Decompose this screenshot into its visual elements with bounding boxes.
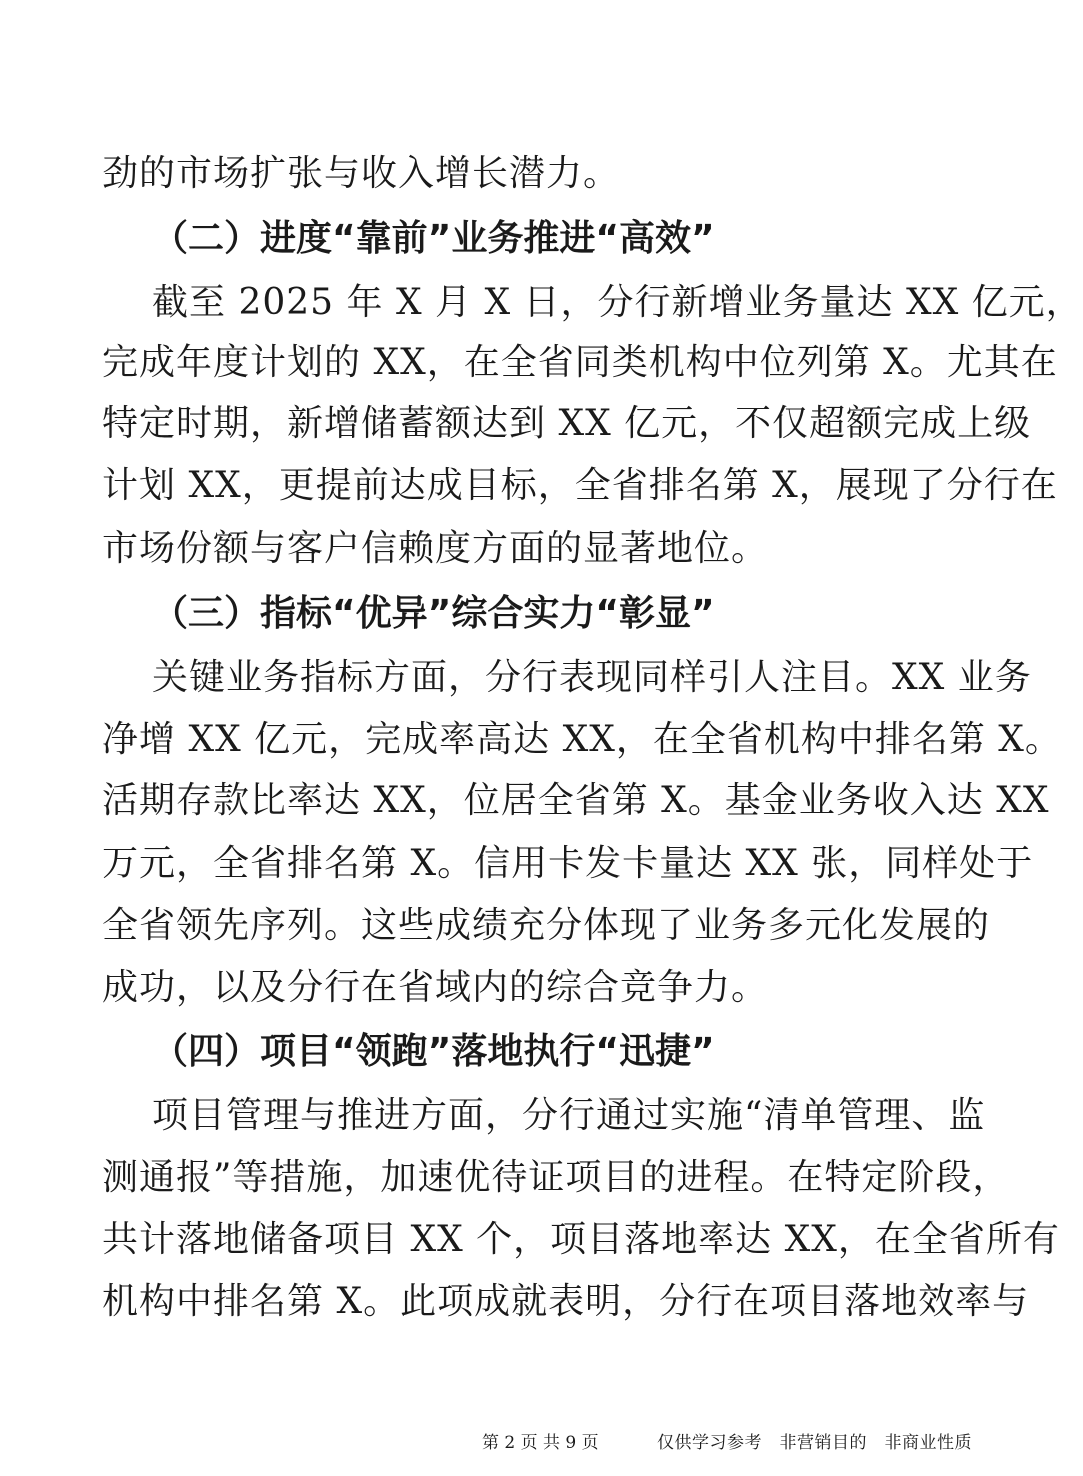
paragraph-line: 计划 XX，更提前达成目标，全省排名第 X，展现了分行在 [102, 465, 1058, 506]
paragraph-line: 截至 2025 年 X 月 X 日，分行新增业务量达 XX 亿元， [152, 282, 1083, 323]
paragraph-line: 关键业务指标方面，分行表现同样引人注目。XX 业务 [152, 657, 1032, 698]
paragraph-line: 市场份额与客户信赖度方面的显著地位。 [102, 528, 769, 569]
paragraph-line: 劲的市场扩张与收入增长潜力。 [102, 153, 621, 194]
paragraph-line: 项目管理与推进方面，分行通过实施“清单管理、监 [152, 1095, 986, 1136]
page-number: 第 2 页 共 9 页 [482, 1433, 599, 1453]
paragraph-line: 测通报”等措施，加速优待证项目的进程。在特定阶段， [102, 1157, 1010, 1198]
paragraph-line: 净增 XX 亿元，完成率高达 XX，在全省机构中排名第 X。 [102, 719, 1062, 760]
paragraph-line: 机构中排名第 X。此项成就表明，分行在项目落地效率与 [102, 1281, 1030, 1322]
section-heading-2: （二）进度“靠前”业务推进“高效” [152, 218, 715, 259]
section-heading-4: （四）项目“领跑”落地执行“迅捷” [152, 1031, 715, 1072]
paragraph-line: 特定时期，新增储蓄额达到 XX 亿元，不仅超额完成上级 [102, 403, 1032, 444]
paragraph-line: 活期存款比率达 XX，位居全省第 X。基金业务收入达 XX [102, 780, 1050, 821]
paragraph-line: 完成年度计划的 XX，在全省同类机构中位列第 X。尤其在 [102, 342, 1058, 383]
footer-disclaimer: 仅供学习参考 非营销目的 非商业性质 [657, 1433, 972, 1453]
paragraph-line: 万元，全省排名第 X。信用卡发卡量达 XX 张，同样处于 [102, 843, 1034, 884]
paragraph-line: 共计落地储备项目 XX 个，项目落地率达 XX，在全省所有 [102, 1219, 1060, 1260]
paragraph-line: 全省领先序列。这些成绩充分体现了业务多元化发展的 [102, 905, 991, 946]
paragraph-line: 成功，以及分行在省域内的综合竞争力。 [102, 967, 769, 1008]
section-heading-3: （三）指标“优异”综合实力“彰显” [152, 593, 715, 634]
